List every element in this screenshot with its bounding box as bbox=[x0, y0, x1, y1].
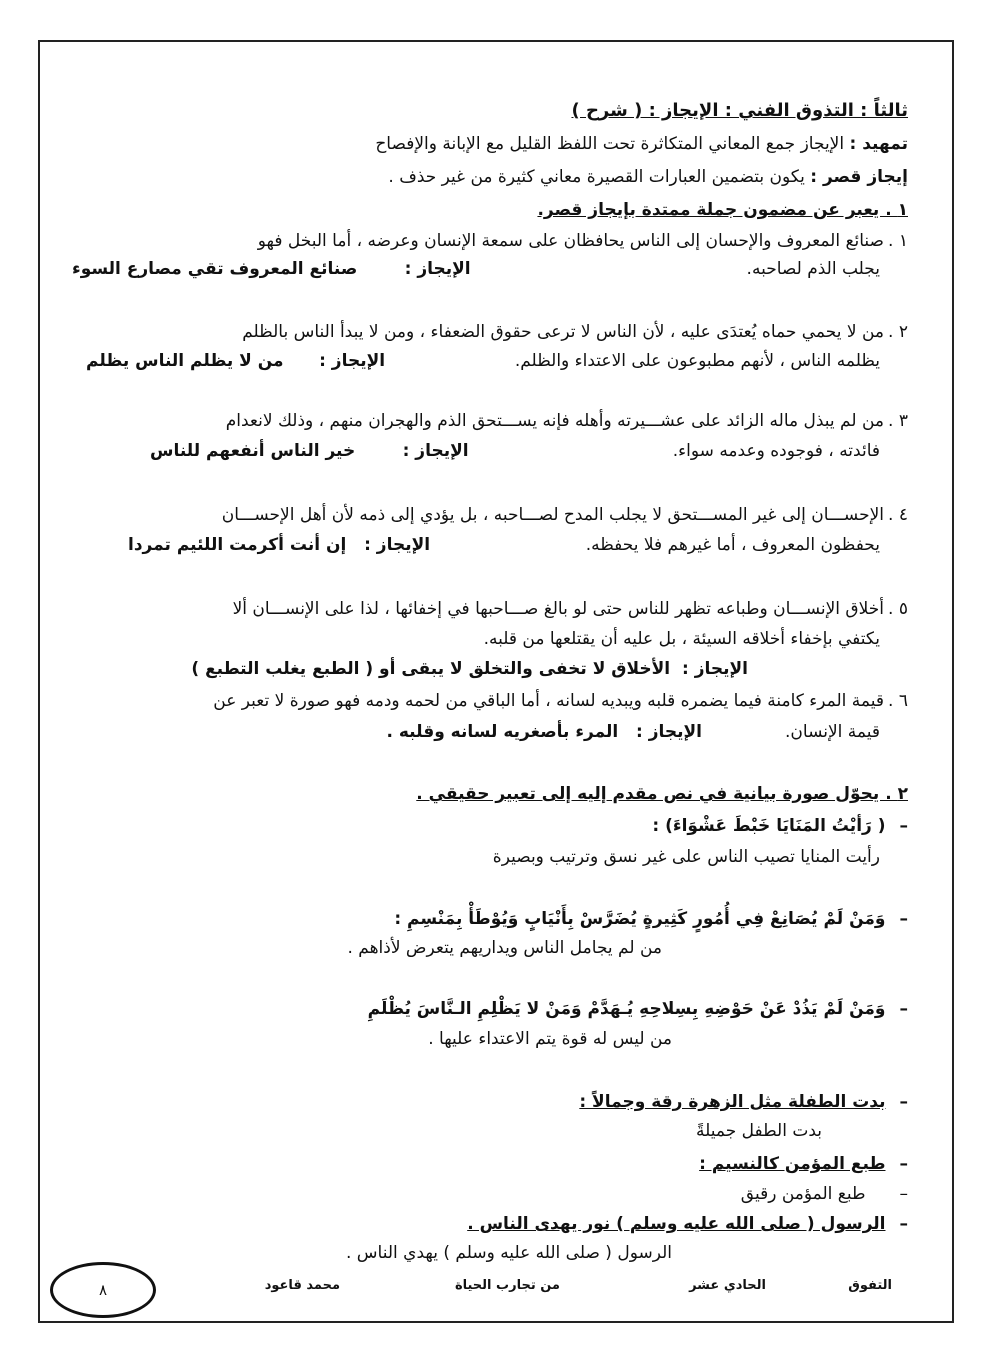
s2-item1-line bbox=[652, 815, 908, 837]
item6-number: ٦ . bbox=[888, 691, 908, 711]
item4-line1 bbox=[222, 504, 908, 526]
intro-line bbox=[375, 133, 908, 155]
item5-number: ٥ . bbox=[888, 599, 908, 619]
item3-number: ٣ . bbox=[888, 411, 908, 431]
item3-line2 bbox=[673, 440, 880, 462]
item5-text2: يكتفي بإخفاء أخلاقه السيئة ، بل عليه أن يقتلعها من قلبه. bbox=[483, 629, 880, 649]
dash-icon: – bbox=[899, 1214, 908, 1234]
qasr-line bbox=[388, 166, 908, 188]
item1-answer: صنائع المعروف تقي مصارع السوء bbox=[72, 259, 358, 279]
item3-answer-line bbox=[150, 440, 469, 462]
item6-answer: المرء بأصغريه لسانه وقلبه . bbox=[386, 722, 619, 742]
item2-number: ٢ . bbox=[888, 322, 908, 342]
s2-item6-answer: الرسول ( صلى الله عليه وسلم ) يهدي الناس . bbox=[345, 1243, 672, 1263]
footer-series: من تجارب الحياة bbox=[454, 1278, 560, 1293]
s2-item5-phrase: طبع المؤمن كالنسيم : bbox=[699, 1154, 886, 1174]
item4-answer: إن أنت أكرمت اللئيم تمردا bbox=[128, 535, 347, 555]
section2-heading: ٢ . يحوّل صورة بيانية في نص مقدم إليه إلى تعبير حقيقي . bbox=[416, 784, 908, 804]
s2-item5-answer: طبع المؤمن رقيق bbox=[740, 1184, 866, 1204]
item5-text: أخلاق الإنســـان وطباعه تظهر للناس حتى لو بالغ صـــاحبها في إخفائها ، لذا على الإنســـان ألا bbox=[232, 599, 884, 619]
item2-answer: من لا يظلم الناس يظلم bbox=[86, 351, 284, 371]
item6-answer-line bbox=[387, 721, 703, 743]
item5-answer: الأخلاق لا تخفى والتخلق لا يبقى أو ( الطبع يغلب التطبع ) bbox=[191, 659, 671, 679]
s2-item2-answer: من لم يجامل الناس ويداريهم يتعرض لأذاهم . bbox=[347, 938, 662, 958]
item2-answer-line bbox=[86, 350, 385, 372]
s2-item1-answer: رأيت المنايا تصيب الناس على غير نسق وترتيب وبصيرة bbox=[492, 847, 880, 867]
item2-line1 bbox=[242, 321, 908, 343]
s2-item1-phrase: ( رَأيْتُ المَنَايَا خَبْطَ عَشْوَاءَ) : bbox=[652, 816, 886, 836]
item4-text: الإحســـان إلى غير المســـتحق لا يجلب المدح لصـــاحبه ، بل يؤدي إلى ذمه لأن أهل الإحســـان bbox=[221, 505, 884, 525]
s2-item6-line bbox=[467, 1213, 908, 1235]
item1-line2 bbox=[747, 258, 880, 280]
item1-answer-line bbox=[72, 258, 471, 280]
item2-line2 bbox=[515, 350, 880, 372]
dash-icon: – bbox=[899, 999, 908, 1019]
section-title: ثالثاً : التذوق الفني : الإيجاز : ( شرح ) bbox=[571, 100, 908, 121]
page-number-text: ٨ bbox=[98, 1281, 108, 1299]
item4-text2: يحفظون المعروف ، أما غيرهم فلا يحفظه. bbox=[585, 535, 880, 555]
item1-text2: يجلب الذم لصاحبه. bbox=[746, 259, 880, 279]
qasr-label: إيجاز قصر : bbox=[810, 167, 908, 187]
item4-number: ٤ . bbox=[888, 505, 908, 525]
item4-line2 bbox=[586, 534, 880, 556]
item5-line2 bbox=[484, 628, 880, 650]
dash-icon: – bbox=[899, 909, 908, 929]
footer-subject: التفوق bbox=[848, 1278, 892, 1293]
item5-line1 bbox=[233, 598, 908, 620]
item3-text2: فائدته ، فوجوده وعدمه سواء. bbox=[672, 441, 880, 461]
footer-grade: الحادي عشر bbox=[689, 1278, 766, 1293]
intro-label: تمهيد : bbox=[849, 134, 908, 154]
s2-item2-line bbox=[394, 908, 908, 930]
s2-item6-phrase: الرسول ( صلى الله عليه وسلم ) نور يهدى الناس . bbox=[467, 1214, 886, 1234]
item4-label: الإيجاز : bbox=[364, 535, 431, 555]
dash-icon: – bbox=[899, 1092, 908, 1112]
item2-text: من لا يحمي حماه يُعتدَى عليه ، لأن الناس لا ترعى حقوق الضعفاء ، ومن لا يبدأ الناس بالظلم bbox=[242, 322, 884, 342]
dash-icon: – bbox=[899, 1184, 908, 1204]
qasr-text: يكون بتضمين العبارات القصيرة معاني كثيرة من غير حذف . bbox=[388, 167, 811, 187]
item1-text: صنائع المعروف والإحسان إلى الناس يحافظان على سمعة الإنسان وعرضه ، أما البخل فهو bbox=[257, 231, 884, 251]
item6-label: الإيجاز : bbox=[635, 722, 702, 742]
item6-text2: قيمة الإنسان. bbox=[785, 722, 880, 742]
s2-item4-answer: بدت الطفل جميلةً bbox=[696, 1121, 822, 1141]
section1-heading: ١ . يعبر عن مضمون جملة ممتدة بإيجاز قصر. bbox=[537, 200, 908, 220]
s2-item4-phrase: بدت الطفلة مثل الزهرة رقة وجمالاً : bbox=[579, 1092, 886, 1112]
s2-item5-line bbox=[699, 1153, 908, 1175]
item3-answer: خير الناس أنفعهم للناس bbox=[150, 441, 356, 461]
item6-line1 bbox=[213, 690, 908, 712]
s2-item2-phrase: وَمَنْ لَمْ يُصَانِعْ فِي أُمُورٍ كَثِيرةٍ يُضَرَّسْ بِأَنْيَابٍ وَيُوْطَأْ بِمَنْسِمِ : bbox=[394, 909, 886, 929]
s2-item3-line bbox=[368, 998, 908, 1020]
s2-item3-answer: من ليس له قوة يتم الاعتداء عليها . bbox=[428, 1029, 672, 1049]
s2-item3-phrase: وَمَنْ لَمْ يَذُدْ عَنْ حَوْضِهِ بِسِلاحِهِ يُـهَدَّمْ وَمَنْ لا يَظْلِمِ الـنَّاسَ يُظْلَمِ bbox=[367, 999, 886, 1019]
item1-line1 bbox=[258, 230, 908, 252]
dash-icon: – bbox=[899, 1154, 908, 1174]
item3-line1 bbox=[226, 410, 908, 432]
footer-author: محمد قاعود bbox=[264, 1278, 340, 1293]
item4-answer-line bbox=[128, 534, 430, 556]
dash-icon: – bbox=[899, 816, 908, 836]
item3-label: الإيجاز : bbox=[402, 441, 469, 461]
s2-item4-line bbox=[579, 1091, 908, 1113]
item6-text: قيمة المرء كامنة فيما يضمره قلبه ويبديه لسانه ، أما الباقي من لحمه ودمه فهو صورة لا تعبر عن bbox=[213, 691, 884, 711]
item2-text2: يظلمه الناس ، لأنهم مطبوعون على الاعتداء والظلم. bbox=[514, 351, 880, 371]
item1-number: ١ . bbox=[888, 231, 908, 251]
item2-label: الإيجاز : bbox=[319, 351, 386, 371]
item3-text: من لم يبذل ماله الزائد على عشـــيرته وأهله فإنه يســـتحق الذم والهجران منهم ، وذلك لانعدام bbox=[225, 411, 884, 431]
item5-answer-line bbox=[191, 658, 748, 680]
item6-line2 bbox=[785, 721, 880, 743]
item1-label: الإيجاز : bbox=[404, 259, 471, 279]
page-number bbox=[50, 1262, 156, 1318]
s2-item5-answer-line bbox=[741, 1183, 908, 1205]
item5-label: الإيجاز : bbox=[681, 659, 748, 679]
intro-text: الإيجاز جمع المعاني المتكاثرة تحت اللفظ القليل مع الإبانة والإفصاح bbox=[375, 134, 850, 154]
